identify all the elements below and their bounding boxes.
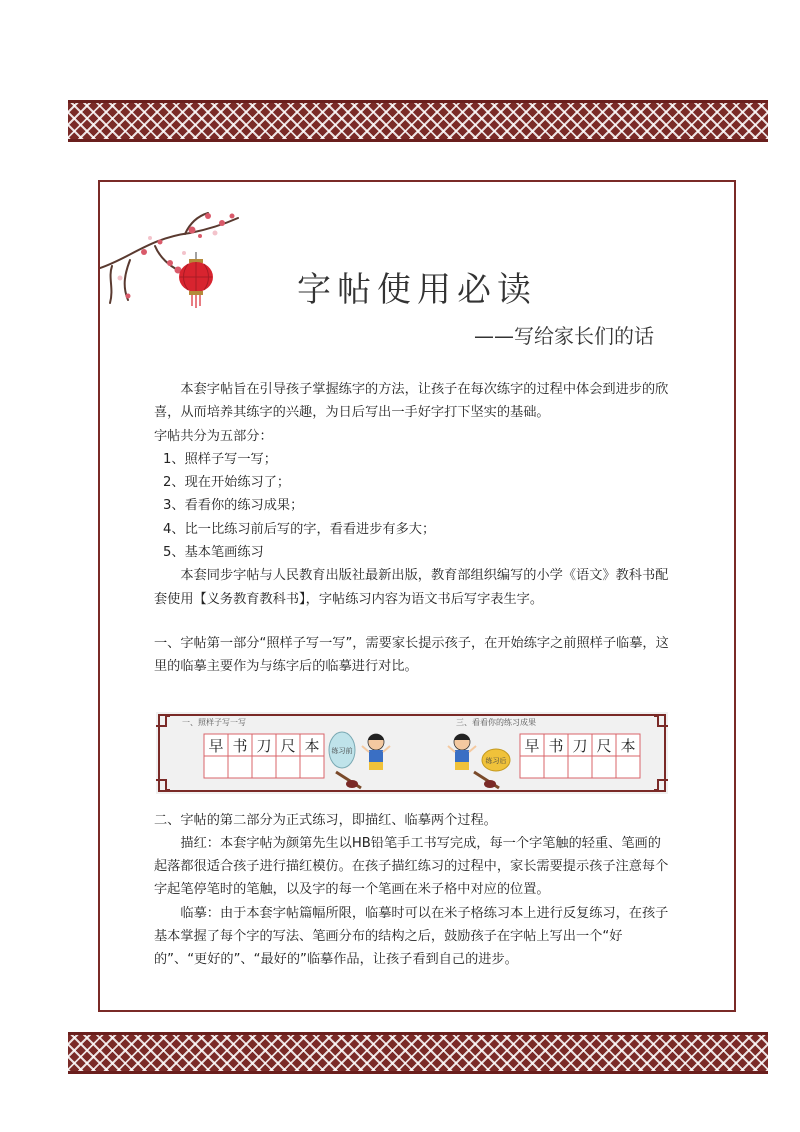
trace-paragraph: 描红：本套字帖为颜第先生以HB铅笔手工书写完成，每一个字笔触的轻重、笔画的起落都很适合孩子进行描红模仿。在孩子描红练习的过程中，家长需要提示孩子注意每个字起笔停笔时的笔触，以及字的每一个笔画在米子格中对应的位置。 bbox=[154, 835, 669, 898]
list-item: 4、比一比练习前后写的字，看看进步有多大； bbox=[163, 521, 436, 537]
grid-char: 早 bbox=[524, 737, 540, 755]
bubble-text: 练习后 bbox=[485, 757, 507, 765]
grid-char: 刀 bbox=[256, 737, 272, 755]
decorative-border-top bbox=[68, 100, 768, 142]
list-item: 2、现在开始练习了； bbox=[163, 475, 291, 491]
grid-char: 早 bbox=[208, 737, 224, 755]
list-item: 5、基本笔画练习 bbox=[163, 545, 264, 561]
left-speech-bubble bbox=[329, 732, 355, 768]
grid-char: 书 bbox=[548, 737, 564, 755]
grid-char: 书 bbox=[232, 737, 248, 755]
practice-sample-illustration bbox=[156, 712, 668, 794]
section2-heading: 二、字帖的第二部分为正式练习，即描红、临摹两个过程。 bbox=[154, 812, 497, 828]
decorative-border-bottom bbox=[68, 1032, 768, 1074]
right-speech-bubble bbox=[482, 749, 510, 771]
bubble-text: 练习前 bbox=[331, 747, 353, 755]
document-title: 字帖使用必读 bbox=[297, 270, 537, 310]
document-body bbox=[154, 378, 674, 972]
right-caption: 三、看看你的练习成果 bbox=[456, 718, 536, 727]
intro-paragraph: 本套字帖旨在引导孩子掌握练字的方法，让孩子在每次练字的过程中体会到进步的欣喜，从而培养其练字的兴趣，为日后写出一手好字打下坚实的基础。 bbox=[154, 382, 669, 421]
right-grid bbox=[520, 734, 640, 778]
grid-char: 尺 bbox=[596, 737, 612, 755]
grid-char: 本 bbox=[620, 737, 636, 755]
section1-paragraph: 一、字帖第一部分“照样子写一写”，需要家长提示孩子，在开始练字之前照样子临摹，这里的临摹主要作为与练字后的临摹进行对比。 bbox=[154, 635, 669, 675]
grid-char: 刀 bbox=[572, 737, 588, 755]
list-item: 1、照样子写一写； bbox=[163, 451, 277, 467]
document-subtitle: ——写给家长们的话 bbox=[474, 324, 654, 348]
grid-char: 本 bbox=[304, 737, 320, 755]
grid-char: 尺 bbox=[280, 737, 296, 755]
parts-heading: 字帖共分为五部分： bbox=[154, 428, 273, 444]
left-grid bbox=[204, 734, 324, 778]
left-caption: 一、照样子写一写 bbox=[182, 718, 246, 727]
list-item: 3、看看你的练习成果； bbox=[163, 498, 304, 514]
publisher-paragraph: 本套同步字帖与人民教育出版社最新出版，教育部组织编写的小学《语文》教科书配套使用【义务教育教科书】，字帖练习内容为语文书后写字表生字。 bbox=[154, 568, 669, 607]
copy-paragraph: 临摹：由于本套字帖篇幅所限，临摹时可以在米子格练习本上进行反复练习，在孩子基本掌握了每个字的写法、笔画分布的结构之后，鼓励孩子在字帖上写出一个“好的”、“更好的”、“最好的”临摹作品，让孩子看到自己的进步。 bbox=[154, 905, 669, 968]
